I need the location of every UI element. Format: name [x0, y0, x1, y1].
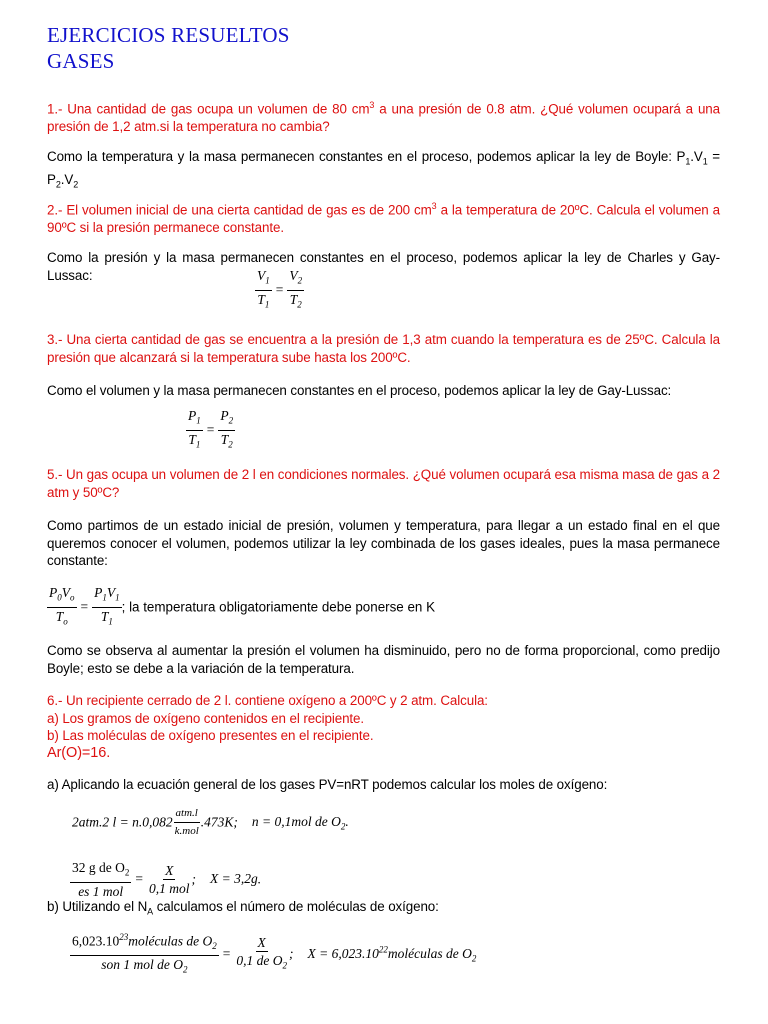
document-title [47, 22, 290, 74]
combined-gas-law-equation: $\frac{P_0V_o}{T_o}$ = $\frac{P_1V_1}{T_1}$ ; la temperatura obligatoriamente debe ponerse en K [49, 585, 436, 627]
exercise-3-question: 3.- Una cierta cantidad de gas se encuentra a la presión de 1,3 atm cuando la temperatura es de 25ºC. Calcula la presión que alcanzará si la temperatura sube hasta los 200ºC. [47, 332, 720, 365]
exercise-3-answer: Como el volumen y la masa permanecen constantes en el proceso, podemos aplicar la ley de Gay-Lussac: [47, 383, 672, 398]
equation-note: ; la temperatura obligatoriamente debe ponerse en K [121, 599, 436, 615]
gay-lussac-equation: $\frac{P_1}{T_1}$ = $\frac{P_2}{T_2}$ [188, 408, 234, 450]
exercise-6-answer-b: b) Utilizando el $N_A$ calculamos el número de moléculas de oxígeno: [47, 899, 439, 917]
exercise-1-answer: Como la temperatura y la masa permanecen constantes en el proceso, podemos aplicar la ley de Boyle: $P_1.V_1 = P_2.V_2$ [47, 149, 721, 190]
exercise-5-conclusion: Como se observa al aumentar la presión el volumen ha disminuido, pero no de forma proporcional, como predijo Boyle; esto se debe a la variación de la temperatura. [47, 643, 720, 676]
exercise-6-answer-a: a) Aplicando la ecuación general de los gases PV=nRT podemos calcular los moles de oxígeno: [47, 777, 608, 792]
exercise-6-question: 6.- Un recipiente cerrado de 2 l. contiene oxígeno a 200ºC y 2 atm. Calcula: a) Los gramos de oxígeno contenidos en el recipiente. b) Las moléculas de oxígeno presentes en el recipiente. Ar(O)=16. [47, 693, 488, 761]
molecules-equation: $\frac{6,023.10^{23}moléculas de O_2}{son 1 mol de O_2}$ = $\frac{X}{0,1 de O_2}$ ; $X = 6,023.10^{22}moléculas$ de $O_2$ [72, 932, 477, 975]
title-line-2: GASES [47, 49, 115, 73]
charles-gay-lussac-equation: $\frac{V_1}{T_1}$ = $\frac{V_2}{T_2}$ [257, 268, 303, 310]
ideal-gas-equation: 2atm.2 l = n.0,082 $\frac{\text{atm.l}}{\text{k.mol}}$ .473K; n = 0,1mol de $O_2$. [72, 807, 349, 837]
exercise-2-question: 2.- El volumen inicial de una cierta cantidad de gas es de 200 $cm^3$ a la temperatura de 20ºC. Calcula el volumen a 90ºC si la presión permanece constante. [47, 201, 720, 235]
mass-equation: $\frac{32 g de O_2}{\text{es 1 mol}}$ = $\frac{X}{\text{0,1 mol}}$ ; X = 3,2g. [72, 860, 262, 899]
title-line-1: EJERCICIOS RESUELTOS [47, 23, 290, 47]
exercise-2-answer: Como la presión y la masa permanecen constantes en el proceso, podemos aplicar la ley de Charles y Gay-Lussac: [47, 250, 720, 283]
exercise-5-answer: Como partimos de un estado inicial de presión, volumen y temperatura, para llegar a un estado final en el que queremos conocer el volumen, podemos utilizar la ley combinada de los gases ideales, pues la masa permanece constante: [47, 518, 720, 568]
exercise-1-question: 1.- Una cantidad de gas ocupa un volumen de 80 $cm^3$ a una presión de 0.8 atm. ¿Qué volumen ocupará a una presión de 1,2 atm.si la temperatura no cambia? [47, 100, 720, 134]
exercise-5-question: 5.- Un gas ocupa un volumen de 2 l en condiciones normales. ¿Qué volumen ocupará esa misma masa de gas a 2 atm y 50ºC? [47, 467, 720, 500]
